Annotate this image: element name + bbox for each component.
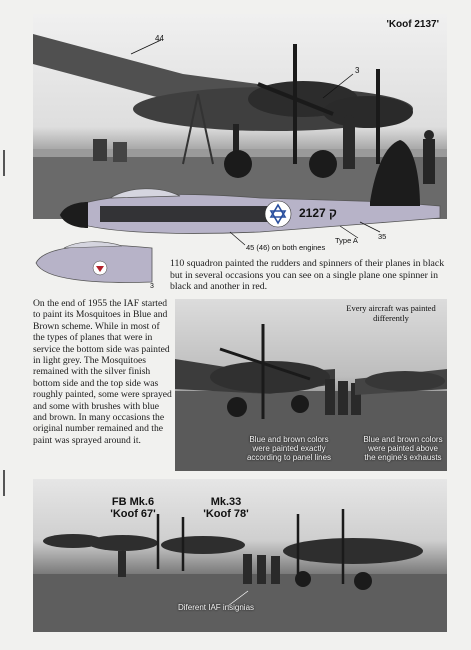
callout-35: 35 bbox=[378, 232, 387, 241]
bottom-photo bbox=[33, 479, 447, 632]
top-photo-label: 'Koof 2137' bbox=[386, 19, 439, 30]
margin-mark bbox=[3, 150, 5, 176]
profile-caption: 110 squadron painted the rudders and spinners of their planes in black but in several occasions you can see on a single plane one spinner in black and another in red. bbox=[170, 258, 445, 293]
middle-note-left: Blue and brown colors were painted exactly according to panel lines bbox=[246, 435, 332, 462]
label-mk33-line1: Mk.33 bbox=[210, 496, 242, 508]
label-fb-mk6 bbox=[98, 496, 168, 520]
label-mk33-line2: 'Koof 78' bbox=[203, 508, 249, 520]
nose-detail-profile bbox=[34, 238, 154, 288]
callout-type-a: Type A bbox=[335, 236, 358, 245]
label-fb-mk6-line2: 'Koof 67' bbox=[110, 508, 156, 520]
middle-photo bbox=[175, 299, 447, 471]
callout-3b: 3 bbox=[150, 283, 154, 290]
callout-3: 3 bbox=[355, 66, 360, 75]
aircraft-serial: 2127 ק bbox=[299, 206, 337, 220]
body-paragraph: On the end of 1955 the IAF started to paint its Mosquitoes in Blue and Brown scheme. While in most of the types of planes that were in service the bottom side was painted in light grey. The Mosquitoes remained with the silver finish bottom side and the top side was roughly painted, some were sprayed and some with brushes with blue and brown. In many occasions the original number remained and the paint was sprayed around it. bbox=[33, 298, 172, 446]
label-mk33 bbox=[191, 496, 261, 520]
middle-note-right: Blue and brown colors were painted above the engine's exhausts bbox=[363, 435, 443, 462]
middle-note-top: Every aircraft was painted differently bbox=[346, 303, 436, 323]
margin-mark bbox=[3, 470, 5, 496]
bottom-note: Diferent IAF insignias bbox=[177, 603, 255, 612]
label-fb-mk6-line1: FB Mk.6 bbox=[111, 496, 155, 508]
callout-44: 44 bbox=[155, 34, 164, 43]
callout-45: 45 (46) on both engines bbox=[246, 243, 326, 252]
